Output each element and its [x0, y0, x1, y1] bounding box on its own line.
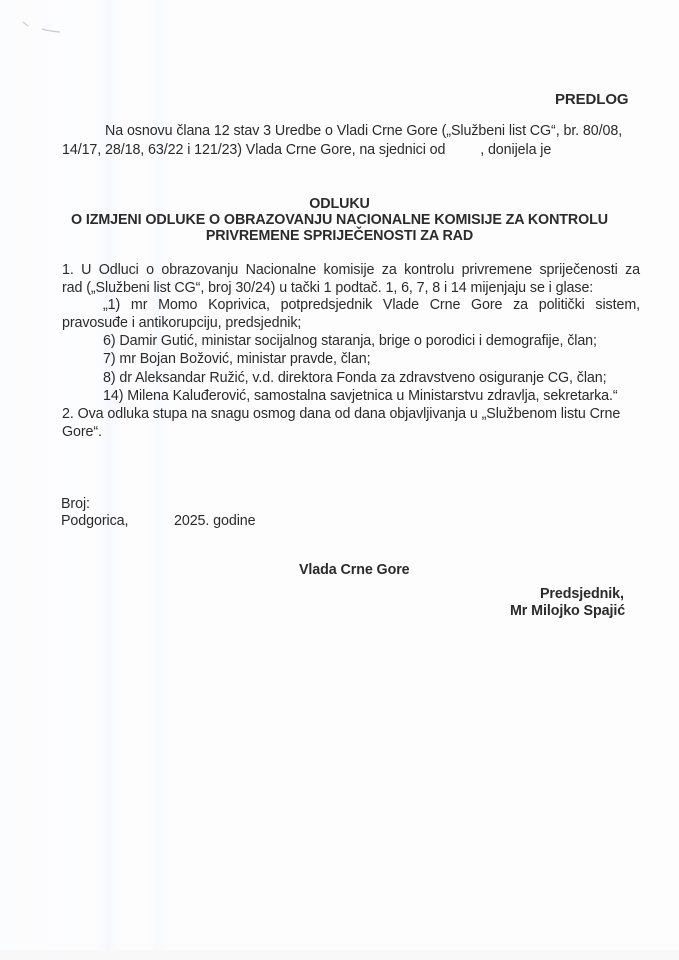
list-item-8: 8) dr Aleksandar Ružić, v.d. direktora Fonda za zdravstveno osiguranje CG, član;	[103, 370, 607, 386]
paragraph-1-line-2: rad („Službeni list CG“, broj 30/24) u tački 1 podtač. 1, 6, 7, 8 i 14 mijenjaju se i glase:	[62, 280, 594, 296]
signature-role: Predsjednik,	[540, 586, 624, 602]
document-subtitle-line-2: PRIVREMENE SPRIJEČENOSTI ZA RAD	[205, 228, 474, 244]
list-item-6: 6) Damir Gutić, ministar socijalnog staranja, brige o porodici i demografije, član;	[103, 333, 597, 349]
signature-issuer: Vlada Crne Gore	[299, 562, 410, 578]
document-title: ODLUKU	[309, 196, 370, 212]
signature-name: Mr Milojko Spajić	[510, 603, 626, 619]
page-bottom-edge	[0, 950, 679, 960]
document-subtitle-line-1: O IZMJENI ODLUKE O OBRAZOVANJU NACIONALNE KOMISIJE ZA KONTROLU	[70, 212, 609, 228]
paragraph-2-line-2: Gore“.	[62, 424, 102, 440]
paragraph-2-line-1: 2. Ova odluka stupa na snagu osmog dana od dana objavljivanja u „Službenom listu Crne	[62, 406, 621, 422]
preamble-line-1: Na osnovu člana 12 stav 3 Uredbe o Vladi Crne Gore („Službeni list CG“, br. 80/08,	[105, 123, 623, 139]
document-place: Podgorica,	[61, 513, 129, 529]
list-item-14: 14) Milena Kaluđerović, samostalna savjetnica u Ministarstvu zdravlja, sekretarka.“	[103, 388, 618, 404]
document-status-label: PREDLOG	[555, 91, 629, 108]
document-year: 2025. godine	[174, 513, 256, 529]
list-item-1-line-2: pravosuđe i antikorupciju, predsjednik;	[62, 315, 302, 331]
preamble-line-2: 14/17, 28/18, 63/22 i 121/23) Vlada Crne Gore, na sjednici od , donijela je	[62, 142, 552, 158]
scan-artifact-mark	[22, 20, 62, 34]
list-item-1-line-1: „1) mr Momo Koprivica, potpredsjednik Vlade Crne Gore za politički sistem,	[103, 297, 640, 313]
list-item-7: 7) mr Bojan Božović, ministar pravde, član;	[103, 351, 371, 367]
paragraph-1-line-1: 1. U Odluci o obrazovanju Nacionalne komisije za kontrolu privremene spriječenosti za	[62, 262, 640, 278]
document-number-label: Broj:	[61, 496, 90, 512]
